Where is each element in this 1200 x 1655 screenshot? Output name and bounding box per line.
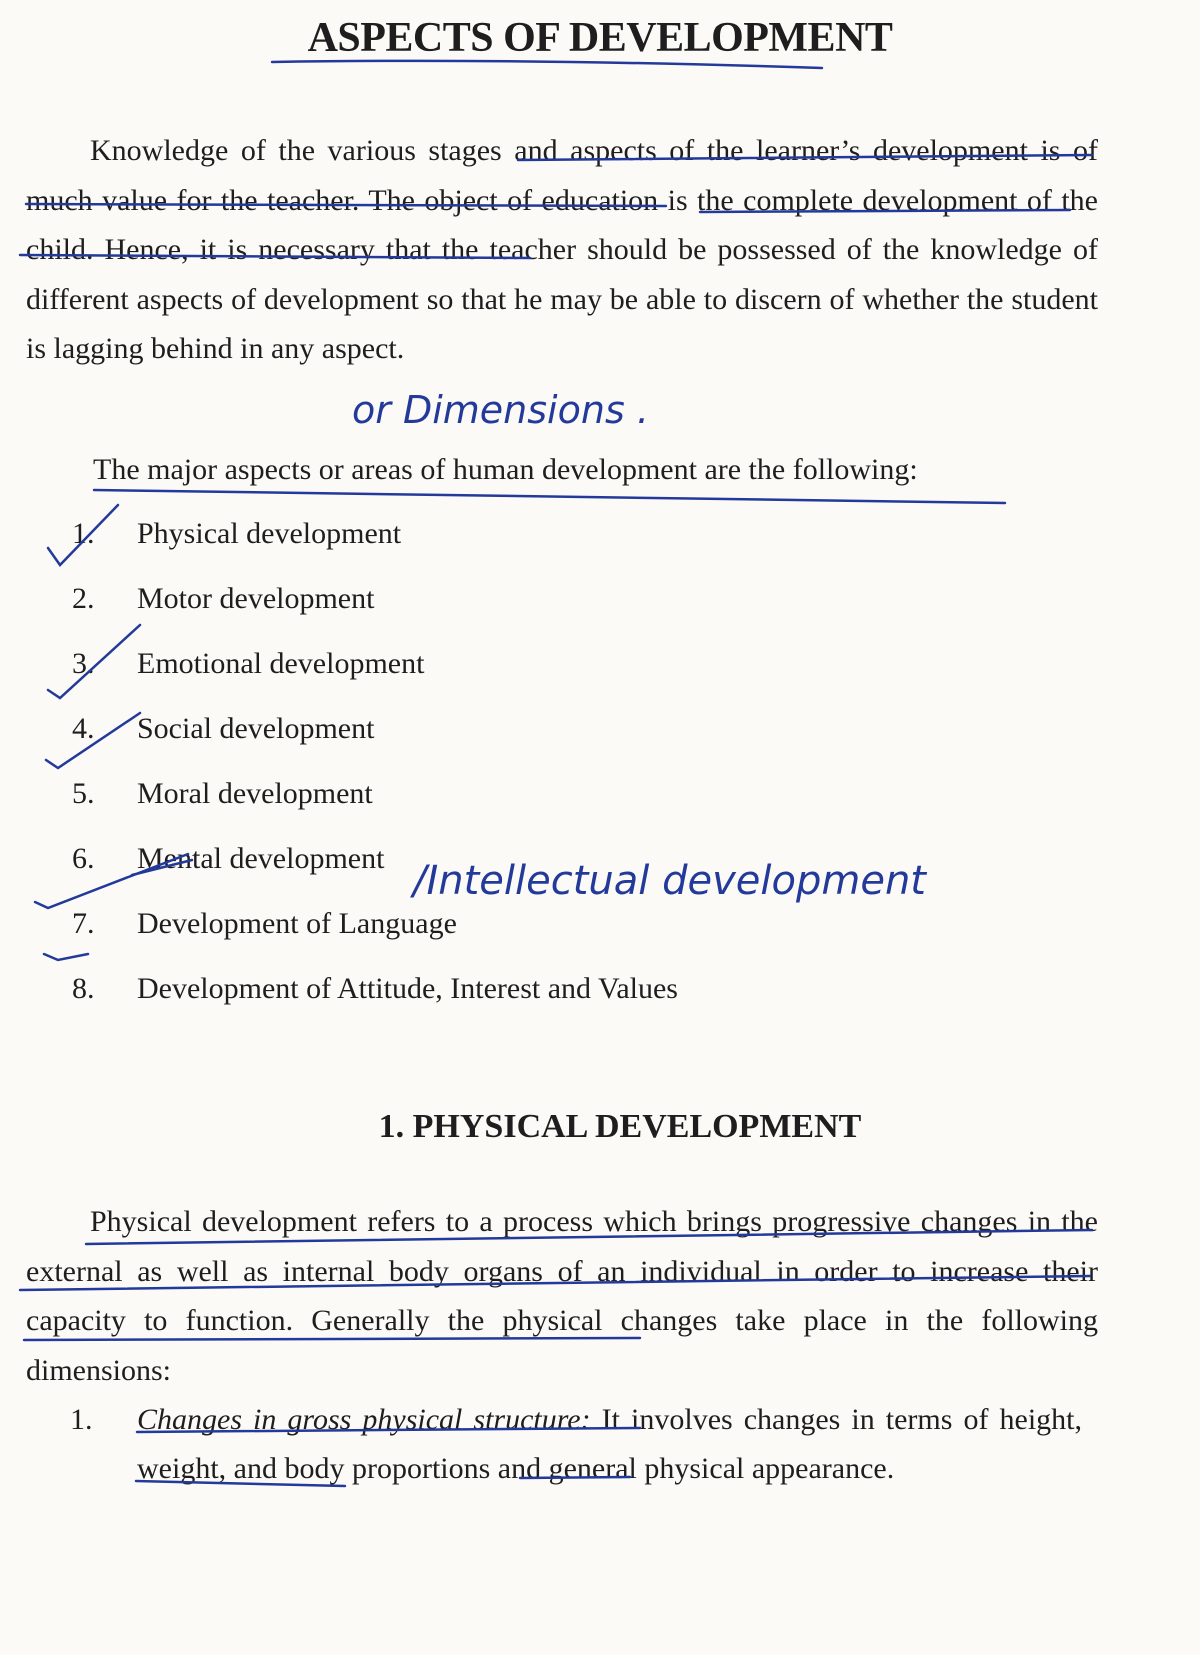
dimension-item [137,1395,1082,1493]
list-item-label: Social development [137,712,375,745]
handwritten-note-dimensions: or Dimensions . [352,388,649,432]
list-item-number: 1. [72,517,95,550]
intro-paragraph [26,126,1098,374]
list-item-label: Development of Attitude, Interest and Values [137,972,678,1005]
page-title: ASPECTS OF DEVELOPMENT [307,15,893,61]
underline-mark [94,490,1005,503]
list-item-label: Moral development [137,777,373,810]
list-item-number: 6. [72,842,95,875]
list-item-number: 5. [72,777,95,810]
list-item-label: Emotional development [137,647,425,680]
list-item-number: 2. [72,582,95,615]
dimension-text: It involves changes in terms of height, weight, and body proportions and general physical appearance. [137,1403,1082,1485]
list-item-label: Mental development [137,842,385,875]
list-item-number: 3. [72,647,95,680]
physical-intro-paragraph [26,1197,1098,1395]
list-item-label: Physical development [137,517,402,550]
aspects-lead: The major aspects or areas of human development are the following: [93,453,918,486]
list-item-label: Development of Language [137,907,457,940]
dimension-heading: Changes in gross physical structure: [137,1403,591,1436]
physical-intro-text: Physical development refers to a process which brings progressive changes in the external as well as internal body organs of an individual in order to increase their capacity to function. Generally the physical changes take place in the following dimensions: [26,1205,1098,1387]
list-item-number: 8. [72,972,95,1005]
list-item-label: Motor development [137,582,375,615]
list-item-number: 4. [72,712,95,745]
list-item-number: 7. [72,907,95,940]
section-heading: 1. PHYSICAL DEVELOPMENT [378,1108,862,1145]
check-mark-icon [44,954,88,960]
dimension-number: 1. [70,1403,93,1436]
handwritten-note-intellectual: /Intellectual development [413,858,926,904]
intro-text: Knowledge of the various stages and aspects of the learner’s development is of much value for the teacher. The object of education is the complete development of the child. Hence, it is necessary that the teacher should be possessed of the knowledge of different aspects of development so that he may be able to discern of whether the student is lagging behind in any aspect. [26,134,1098,365]
